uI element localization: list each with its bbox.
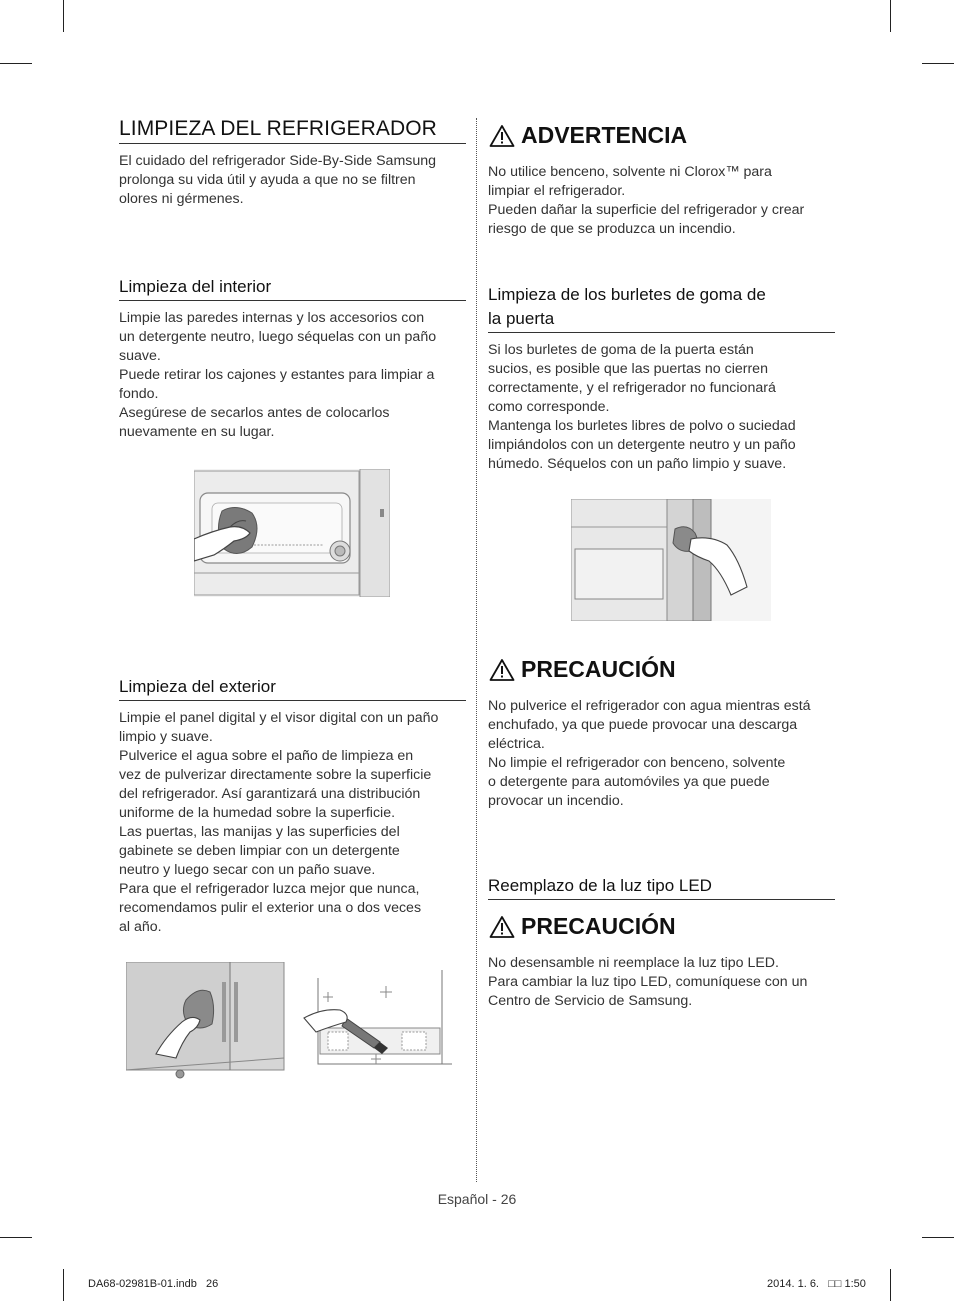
intro-text: El cuidado del refrigerador Side-By-Side Samsung prolonga su vida útil y ayuda a que no se filtren olores ni gérmenes.	[119, 153, 437, 207]
led-caution-heading: PRECAUCIÓN	[489, 913, 676, 940]
caution-heading: PRECAUCIÓN	[489, 656, 676, 683]
interior-text: Limpie las paredes internas y los accesorios con un detergente neutro, luego séquelas con un paño suave. Puede retirar los cajones y estantes para limpiar a fondo. Asegúrese de secarlos antes de colocarlos nuevamente en su lugar.	[119, 310, 437, 440]
warning-heading: ADVERTENCIA	[489, 122, 687, 149]
warning-triangle-icon	[489, 915, 515, 939]
print-date: 2014. 1. 6. □□ 1:50	[767, 1278, 866, 1290]
warning-text: No utilice benceno, solvente ni Clorox™ para limpiar el refrigerador. Pueden dañar la superficie del refrigerador y crear riesgo de que se produzca un incendio.	[488, 164, 805, 237]
led-rule	[488, 899, 835, 900]
title-rule	[119, 143, 466, 144]
file-name: DA68-02981B-01.indb 26	[88, 1278, 219, 1290]
caution-text: No pulverice el refrigerador con agua mientras está enchufado, ya que puede provocar una descarga eléctrica. No limpie el refrigerador con benceno, solvente o detergente para automóviles ya que puede provocar un incendio.	[488, 698, 811, 809]
warning-triangle-icon	[489, 658, 515, 682]
crop-mark	[0, 1237, 32, 1238]
led-caution-text: No desensamble ni reemplace la luz tipo LED. Para cambiar la luz tipo LED, comuníquese con un Centro de Servicio de Samsung.	[488, 955, 808, 1009]
gaskets-rule	[488, 332, 835, 333]
exterior-door-illustration	[126, 962, 286, 1080]
exterior-text: Limpie el panel digital y el visor digital con un paño limpio y suave. Pulverice el agua sobre el paño de limpieza en vez de pulverizar directamente sobre la superficie del refrigerador. Así garantizará una distribución uniforme de la humedad sobre la superficie. Las puertas, las manijas y las superficies del gabinete se deben limpiar con un detergente neutro y luego secar con un paño suave. Para que el refrigerador luzca mejor que nunca, recomendamos pulir el exterior una o dos veces al año.	[119, 710, 439, 935]
crop-mark	[63, 1269, 64, 1301]
gasket-cleaning-illustration	[571, 499, 771, 621]
section-title: LIMPIEZA DEL REFRIGERADOR	[119, 117, 437, 140]
gaskets-text: Si los burletes de goma de la puerta están sucios, es posible que las puertas no cierren correctamente, y el refrigerador no funcionará como corresponde. Mantenga los burletes libres de polvo o suciedad limpiándolos con un detergente neutro y un paño húmedo. Séquelos con un paño limpio y suave.	[488, 342, 796, 472]
warning-triangle-icon	[489, 124, 515, 148]
exterior-rule	[119, 700, 466, 701]
crop-mark	[63, 0, 64, 32]
led-heading: Reemplazo de la luz tipo LED	[488, 876, 712, 895]
gaskets-heading: Limpieza de los burletes de goma de la puerta	[488, 285, 766, 328]
crop-mark	[890, 0, 891, 32]
page-number: Español - 26	[437, 1191, 517, 1207]
crop-mark	[0, 63, 32, 64]
exterior-heading: Limpieza del exterior	[119, 677, 276, 696]
crop-mark	[890, 1269, 891, 1301]
crop-mark	[922, 1237, 954, 1238]
interior-cleaning-illustration	[194, 469, 390, 597]
exterior-vacuum-illustration	[302, 968, 464, 1068]
interior-heading: Limpieza del interior	[119, 277, 272, 296]
interior-rule	[119, 300, 466, 301]
crop-mark	[922, 63, 954, 64]
column-divider	[476, 118, 477, 1182]
